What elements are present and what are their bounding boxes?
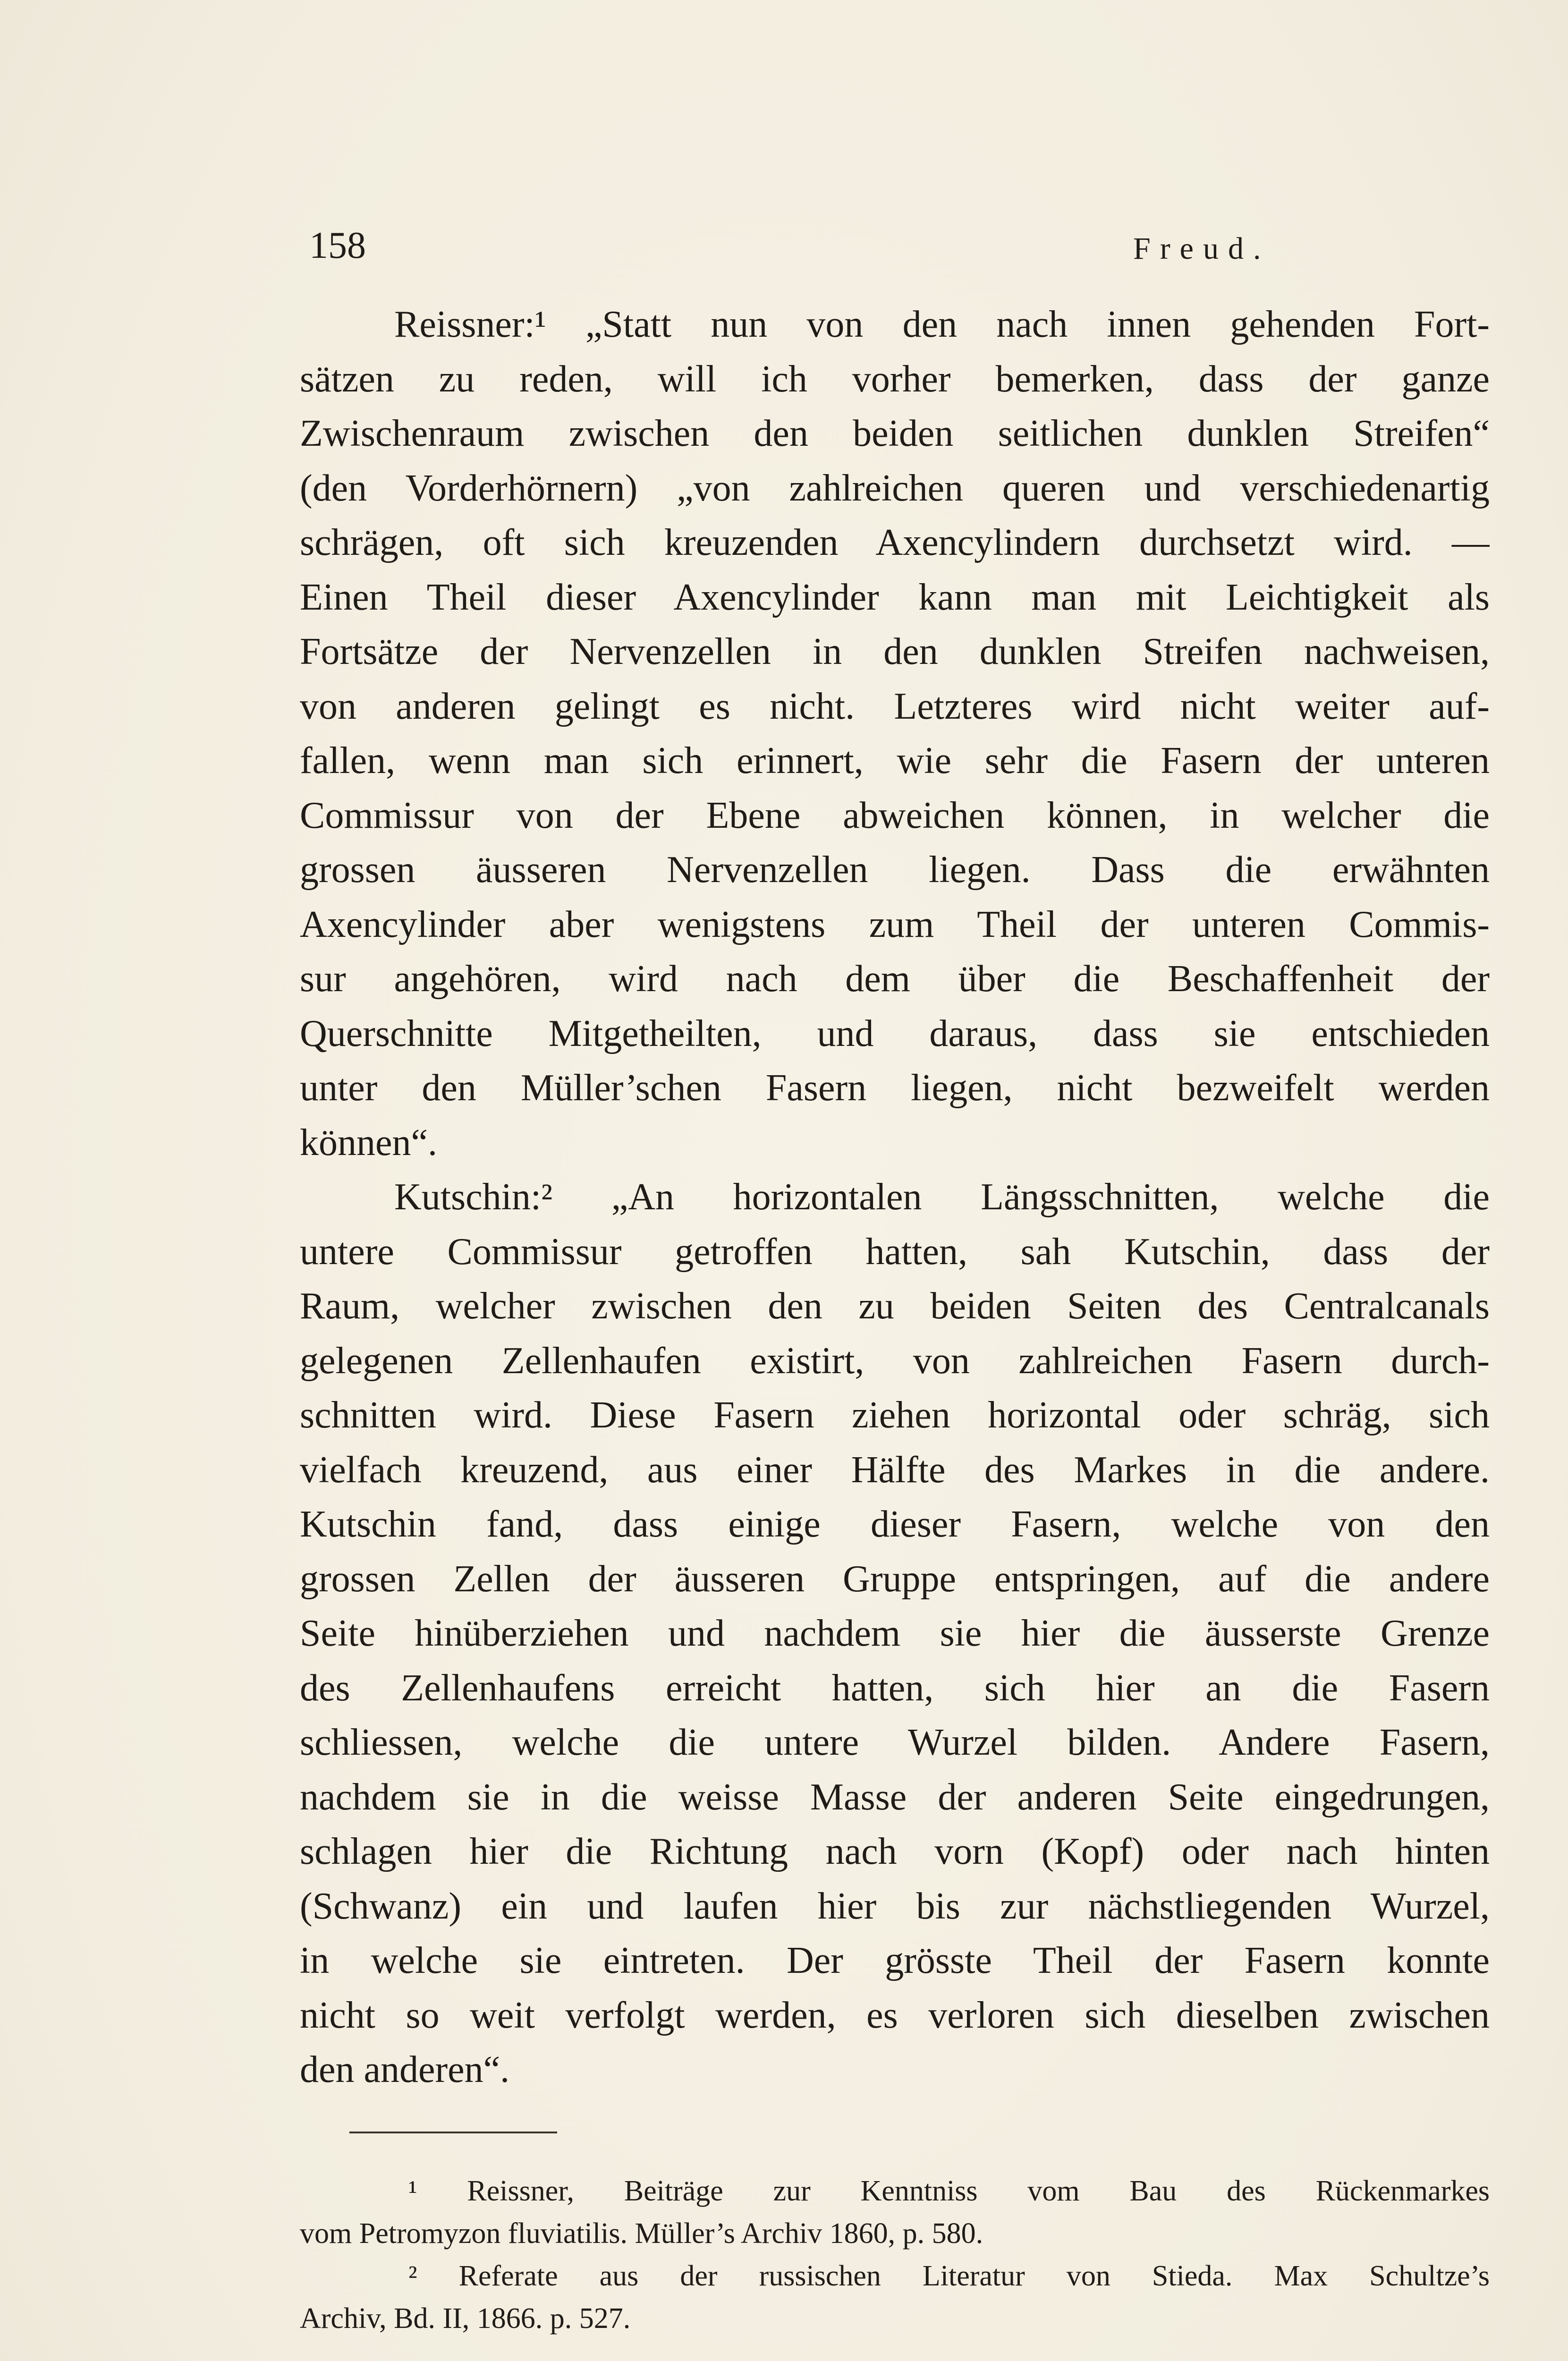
text-line: Axencylinder aber wenigstens zum Theil der unteren Commis-	[300, 903, 1490, 945]
page-header	[309, 222, 1490, 279]
text-line: sätzen zu reden, will ich vorher bemerken, dass der ganze	[300, 358, 1490, 400]
text-line: Reissner:¹ „Statt nun von den nach innen gehenden Fort-	[394, 304, 1490, 345]
footnote-divider	[349, 2132, 557, 2133]
text-line: fallen, wenn man sich erinnert, wie sehr die Fasern der unteren	[300, 740, 1490, 781]
text-line: unter den Müller’schen Fasern liegen, nicht bezweifelt werden	[300, 1067, 1490, 1109]
paragraph-kutschin	[300, 1170, 1490, 2098]
text-line: (Schwanz) ein und laufen hier bis zur nächstliegenden Wurzel,	[300, 1885, 1490, 1927]
text-line: sur angehören, wird nach dem über die Beschaffenheit der	[300, 958, 1490, 1000]
text-line: Zwischenraum zwischen den beiden seitlichen dunklen Streifen“	[300, 413, 1490, 454]
main-text	[300, 297, 1490, 2098]
footnote-line: ² Referate aus der russischen Literatur von Stieda. Max Schultze’s	[408, 2260, 1490, 2292]
text-line: schrägen, oft sich kreuzenden Axencylindern durchsetzt wird. —	[300, 522, 1490, 563]
footnote-line: Archiv, Bd. II, 1866. p. 527.	[300, 2302, 631, 2335]
text-line: Querschnitte Mitgetheilten, und daraus, dass sie entschieden	[300, 1012, 1490, 1054]
running-head: Freud.	[1133, 231, 1271, 266]
text-line: schlagen hier die Richtung nach vorn (Kopf) oder nach hinten	[300, 1831, 1490, 1872]
text-line: untere Commissur getroffen hatten, sah Kutschin, dass der	[300, 1231, 1490, 1273]
text-line: Kutschin fand, dass einige dieser Fasern, welche von den	[300, 1503, 1490, 1545]
text-line: können“.	[300, 1121, 438, 1164]
text-line: Seite hinüberziehen und nachdem sie hier die äusserste Grenze	[300, 1613, 1490, 1654]
text-line: (den Vorderhörnern) „von zahlreichen queren und verschiedenartig	[300, 467, 1490, 509]
text-line: gelegenen Zellenhaufen existirt, von zahlreichen Fasern durch-	[300, 1340, 1490, 1382]
text-line: grossen Zellen der äusseren Gruppe entspringen, auf die andere	[300, 1558, 1490, 1600]
text-line: vielfach kreuzend, aus einer Hälfte des Markes in die andere.	[300, 1449, 1490, 1491]
text-line: nachdem sie in die weisse Masse der anderen Seite eingedrungen,	[300, 1776, 1490, 1818]
text-line: Commissur von der Ebene abweichen können, in welcher die	[300, 794, 1490, 836]
text-line: nicht so weit verfolgt werden, es verloren sich dieselben zwischen	[300, 1994, 1490, 2036]
text-line: Raum, welcher zwischen den zu beiden Seiten des Centralcanals	[300, 1285, 1490, 1327]
footnote-line: vom Petromyzon fluviatilis. Müller’s Archiv 1860, p. 580.	[300, 2217, 983, 2250]
paragraph-reissner	[300, 297, 1490, 1170]
text-line: in welche sie eintreten. Der grösste Theil der Fasern konnte	[300, 1940, 1490, 1981]
footnotes	[300, 2170, 1490, 2340]
text-line: von anderen gelingt es nicht. Letzteres wird nicht weiter auf-	[300, 685, 1490, 727]
text-line: schliessen, welche die untere Wurzel bilden. Andere Fasern,	[300, 1722, 1490, 1763]
text-line: Fortsätze der Nervenzellen in den dunklen Streifen nachweisen,	[300, 631, 1490, 672]
text-line: grossen äusseren Nervenzellen liegen. Dass die erwähnten	[300, 849, 1490, 891]
text-line: den anderen“.	[300, 2049, 510, 2090]
footnote-line: ¹ Reissner, Beiträge zur Kenntniss vom Bau des Rückenmarkes	[408, 2175, 1490, 2207]
text-line: des Zellenhaufens erreicht hatten, sich hier an die Fasern	[300, 1667, 1490, 1709]
text-line: schnitten wird. Diese Fasern ziehen horizontal oder schräg, sich	[300, 1394, 1490, 1436]
text-line: Einen Theil dieser Axencylinder kann man mit Leichtigkeit als	[300, 576, 1490, 618]
text-line: Kutschin:² „An horizontalen Längsschnitten, welche die	[394, 1176, 1490, 1218]
page-number: 158	[309, 225, 366, 266]
